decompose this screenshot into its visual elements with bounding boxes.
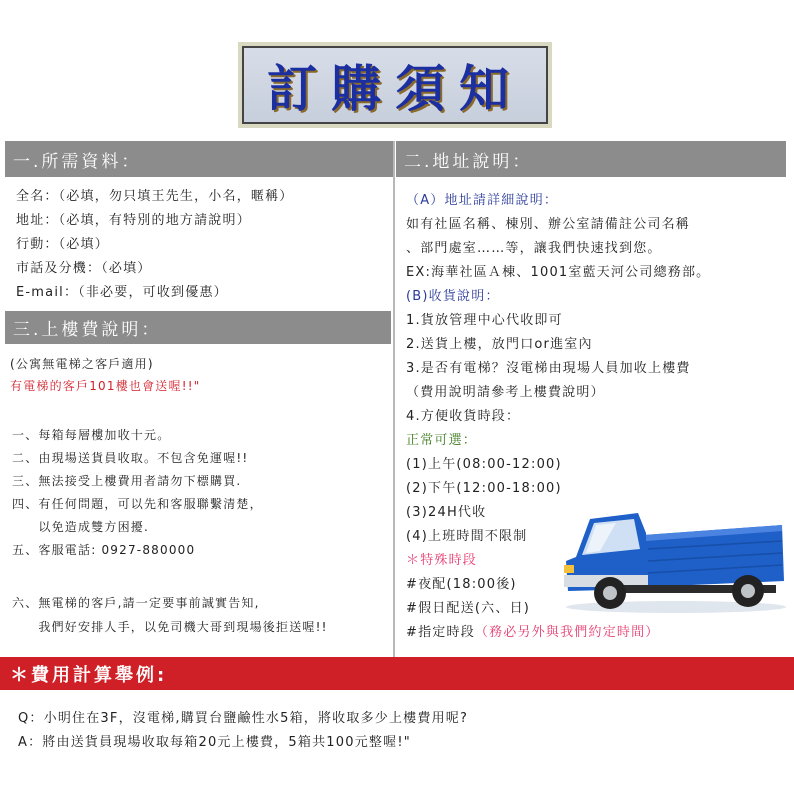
slot-night: #夜配(18:00後) <box>406 577 517 592</box>
receipt-line-1: 1.貨放管理中心代收即可 <box>406 313 563 328</box>
section1-header: 一.所需資料： <box>5 141 393 177</box>
address-example: EX:海華社區Ａ棟、1001室藍天河公司總務部。 <box>406 265 711 280</box>
section1-list <box>16 188 294 308</box>
address-detail-line-2: 、部門處室……等，讓我們快速找到您。 <box>406 241 662 256</box>
fee-item-4: 四、有任何問題，可以先和客服聯繫清楚， <box>12 497 263 511</box>
example-question: Q：小明住在3F，沒電梯,購買台鹽鹼性水5箱，將收取多少上樓費用呢? <box>18 711 469 726</box>
example-qa <box>18 710 468 758</box>
appointment-prefix: #指定時段 <box>406 625 475 640</box>
field-phone: 市話及分機：（必填） <box>16 261 152 276</box>
receipt-line-4: （費用說明請參考上樓費說明） <box>406 385 605 400</box>
fee-item-4-cont: 以免造成雙方困擾. <box>12 520 150 534</box>
field-address: 地址：（必填，有特別的地方請說明） <box>16 213 251 228</box>
fee-item-6-cont: 我們好安排人手，以免司機大哥到現場後拒送喔!! <box>12 620 328 634</box>
section3-note-elevator: 有電梯的客戶101樓也會送喔!!" <box>10 379 201 393</box>
title-banner <box>238 42 552 128</box>
slot-morning: (1)上午(08:00-12:00) <box>406 457 562 472</box>
address-detail-line-1: 如有社區名稱、棟別、辦公室請備註公司名稱 <box>406 217 691 232</box>
field-email: E-mail：（非必要，可收到優惠） <box>16 285 228 300</box>
slot-appointment <box>406 624 710 648</box>
section2-header: 二.地址說明： <box>396 141 786 177</box>
receipt-title: (B)收貨說明： <box>406 289 500 304</box>
appointment-note: （務必另外與我們約定時間） <box>474 625 660 640</box>
column-divider <box>393 141 395 657</box>
section3-list <box>12 426 263 564</box>
slot-office-hours: (4)上班時間不限制 <box>406 529 528 544</box>
section3-notes <box>10 355 200 399</box>
special-slots-label: ＊特殊時段 <box>406 553 478 568</box>
fee-item-1: 一、每箱每層樓加收十元。 <box>12 428 171 442</box>
section3-list-2 <box>12 594 328 642</box>
truck-icon <box>556 505 788 615</box>
title-frame <box>242 46 548 124</box>
fee-item-6: 六、無電梯的客戶,請一定要事前誠實告知, <box>12 596 260 610</box>
section3-note-apartment: (公寓無電梯之客戶適用) <box>10 357 154 371</box>
field-mobile: 行動：（必填） <box>16 237 109 252</box>
field-name: 全名：（必填，勿只填王先生，小名，暱稱） <box>16 189 294 204</box>
slot-24h: (3)24H代收 <box>406 505 487 520</box>
slot-holiday: #假日配送(六、日) <box>406 601 531 616</box>
receipt-line-5: 4.方便收貨時段： <box>406 409 521 424</box>
page-title: 訂購須知 <box>267 59 523 118</box>
receipt-line-2: 2.送貨上樓，放門口or進室內 <box>406 337 593 352</box>
fee-item-2: 二、由現場送貨員收取。不包含免運喔!! <box>12 451 249 465</box>
slot-afternoon: (2)下午(12:00-18:00) <box>406 481 562 496</box>
fee-item-3: 三、無法接受上樓費用者請勿下標購買. <box>12 474 242 488</box>
receipt-line-3: 3.是否有電梯？沒電梯由現場人員加收上樓費 <box>406 361 691 376</box>
fee-item-5-phone: 五、客服電話: 0927-880000 <box>12 543 196 557</box>
section3-header: 三.上樓費說明： <box>5 311 391 344</box>
normal-slots-label: 正常可選： <box>406 433 478 448</box>
address-detail-title: （A）地址請詳細說明： <box>406 193 559 208</box>
example-header: ＊費用計算舉例: <box>0 657 794 690</box>
example-answer: A：將由送貨員現場收取每箱20元上樓費，5箱共100元整喔!" <box>18 735 411 750</box>
